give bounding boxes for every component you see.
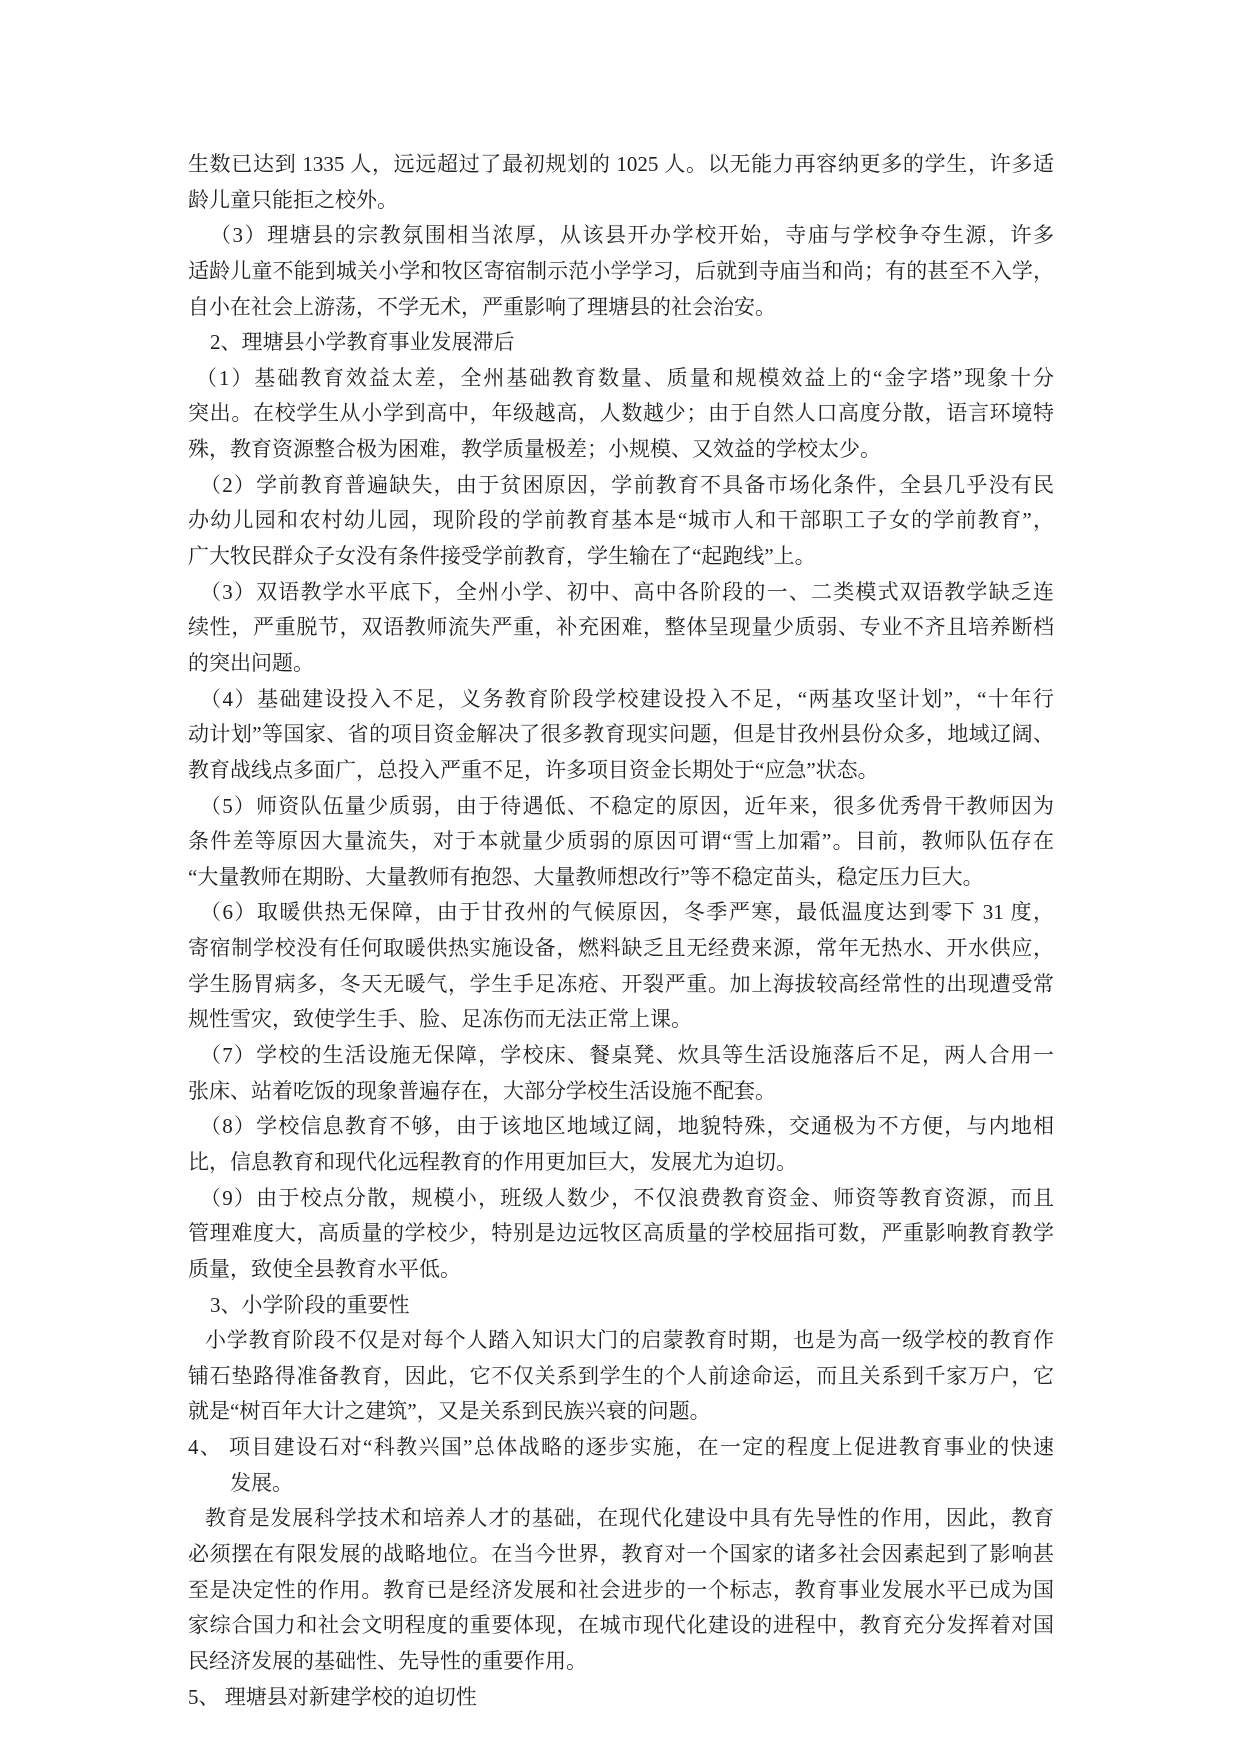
paragraph-item-5 bbox=[188, 789, 1054, 896]
text-line: 质量，致使全县教育水平低。 bbox=[188, 1256, 461, 1281]
text-line: （5）师资队伍量少质弱，由于待遇低、不稳定的原因，近年来，很多优秀骨干教师因为 bbox=[200, 793, 1054, 818]
text-line: （8）学校信息教育不够，由于该地区地域辽阔，地貌特殊，交通极为不方便，与内地相 bbox=[200, 1114, 1054, 1139]
paragraph-item-3-bilingual bbox=[188, 575, 1054, 682]
text-line: 条件差等原因大量流失，对于本就量少质弱的原因可谓“雪上加霜”。目前，教师队伍存在 bbox=[188, 829, 1054, 854]
text-line: 动计划”等国家、省的项目资金解决了很多教育现实问题，但是甘孜州县份众多，地域辽阔、 bbox=[188, 722, 1054, 747]
text-line: 的突出问题。 bbox=[188, 650, 314, 675]
text-line: “大量教师在期盼、大量教师有抱怨、大量教师想改行”等不稳定苗头，稳定压力巨大。 bbox=[188, 864, 984, 889]
text-line: 续性，严重脱节，双语教师流失严重，补充困难，整体呈现量少质弱、专业不齐且培养断档 bbox=[188, 615, 1054, 640]
text-line: 至是决定性的作用。教育已是经济发展和社会进步的一个标志，教育事业发展水平已成为国 bbox=[188, 1577, 1054, 1602]
text-line: 小学教育阶段不仅是对每个人踏入知识大门的启蒙教育时期，也是为高一级学校的教育作 bbox=[205, 1328, 1054, 1353]
text-line: 学生肠胃病多，冬天无暖气，学生手足冻疮、开裂严重。加上海拔较高经常性的出现遭受常 bbox=[188, 971, 1054, 996]
paragraph-continuation bbox=[188, 147, 1054, 218]
text-line: （7）学校的生活设施无保障，学校床、餐桌凳、炊具等生活设施落后不足，两人合用一 bbox=[200, 1043, 1054, 1068]
section-heading-5 bbox=[188, 1680, 1054, 1716]
heading-line: 3、小学阶段的重要性 bbox=[210, 1292, 410, 1317]
text-line: 张床、站着吃饭的现象普遍存在，大部分学校生活设施不配套。 bbox=[188, 1078, 776, 1103]
paragraph-item-8 bbox=[188, 1109, 1054, 1180]
text-line: 就是“树百年大计之建筑”，又是关系到民族兴衰的问题。 bbox=[188, 1399, 711, 1424]
text-line: （3）双语教学水平底下，全州小学、初中、高中各阶段的一、二类模式双语教学缺乏连 bbox=[200, 579, 1054, 604]
text-line: 民经济发展的基础性、先导性的重要作用。 bbox=[188, 1648, 587, 1673]
paragraph-item-4 bbox=[188, 682, 1054, 789]
text-line: 铺石垫路得准备教育，因此，它不仅关系到学生的个人前途命运，而且关系到千家万户，它 bbox=[188, 1363, 1054, 1388]
text-line: （6）取暖供热无保障，由于甘孜州的气候原因，冬季严寒，最低温度达到零下 31 度， bbox=[200, 900, 1054, 925]
document-body bbox=[188, 147, 1054, 1715]
heading-line: 4、 项目建设石对“科教兴国”总体战略的逐步实施，在一定的程度上促进教育事业的快速 bbox=[188, 1435, 1054, 1460]
heading-line: 2、理塘县小学教育事业发展滞后 bbox=[210, 330, 515, 355]
text-line: 寄宿制学校没有任何取暖供热实施设备，燃料缺乏且无经费来源，常年无热水、开水供应， bbox=[188, 936, 1054, 961]
text-line: 必须摆在有限发展的战略地位。在当今世界，教育对一个国家的诸多社会因素起到了影响甚 bbox=[188, 1541, 1054, 1566]
paragraph-item-6 bbox=[188, 895, 1054, 1038]
text-line: 比，信息教育和现代化远程教育的作用更加巨大，发展尤为迫切。 bbox=[188, 1149, 797, 1174]
text-line: （9）由于校点分散，规模小，班级人数少，不仅浪费教育资金、师资等教育资源，而且 bbox=[200, 1185, 1054, 1210]
text-line: 管理难度大，高质量的学校少，特别是边远牧区高质量的学校屈指可数，严重影响教育教学 bbox=[188, 1221, 1054, 1246]
text-line: （4）基础建设投入不足，义务教育阶段学校建设投入不足，“两基攻坚计划”，“十年行 bbox=[200, 686, 1054, 711]
text-line: （1）基础教育效益太差，全州基础教育数量、质量和规模效益上的“金字塔”现象十分 bbox=[196, 365, 1054, 390]
text-line: 规性雪灾，致使学生手、脸、足冻伤而无法正常上课。 bbox=[188, 1007, 692, 1032]
text-line: 突出。在校学生从小学到高中，年级越高，人数越少；由于自然人口高度分散，语言环境特 bbox=[188, 401, 1054, 426]
paragraph-item-3-religion bbox=[188, 218, 1054, 325]
text-line: （3）理塘县的宗教氛围相当浓厚，从该县开办学校开始，寺庙与学校争夺生源，许多 bbox=[210, 223, 1054, 248]
paragraph-education-foundation bbox=[188, 1501, 1054, 1679]
text-line: （2）学前教育普遍缺失，由于贫困原因，学前教育不具备市场化条件，全县几乎没有民 bbox=[200, 472, 1054, 497]
section-heading-2 bbox=[188, 325, 1054, 361]
text-line: 自小在社会上游荡，不学无术，严重影响了理塘县的社会治安。 bbox=[188, 294, 776, 319]
text-line: 办幼儿园和农村幼儿园，现阶段的学前教育基本是“城市人和干部职工子女的学前教育”， bbox=[188, 508, 1054, 533]
text-line: 教育是发展科学技术和培养人才的基础，在现代化建设中具有先导性的作用，因此，教育 bbox=[205, 1506, 1054, 1531]
heading-line: 发展。 bbox=[230, 1470, 293, 1495]
paragraph-item-2 bbox=[188, 468, 1054, 575]
text-line: 生数已达到 1335 人，远远超过了最初规划的 1025 人。以无能力再容纳更多的学生，许多适 bbox=[188, 152, 1054, 176]
text-line: 适龄儿童不能到城关小学和牧区寄宿制示范小学学习，后就到寺庙当和尚；有的甚至不入学， bbox=[188, 258, 1054, 283]
paragraph-item-7 bbox=[188, 1038, 1054, 1109]
paragraph-item-1 bbox=[188, 361, 1054, 468]
text-line: 殊，教育资源整合极为困难，教学质量极差；小规模、又效益的学校太少。 bbox=[188, 437, 881, 462]
heading-line: 5、 理塘县对新建学校的迫切性 bbox=[188, 1684, 477, 1709]
text-line: 教育战线点多面广，总投入严重不足，许多项目资金长期处于“应急”状态。 bbox=[188, 757, 879, 782]
text-line: 家综合国力和社会文明程度的重要体现，在城市现代化建设的进程中，教育充分发挥着对国 bbox=[188, 1613, 1054, 1638]
paragraph-item-9 bbox=[188, 1181, 1054, 1288]
text-line: 广大牧民群众子女没有条件接受学前教育，学生输在了“起跑线”上。 bbox=[188, 544, 816, 569]
section-heading-4 bbox=[188, 1430, 1054, 1501]
text-line: 龄儿童只能拒之校外。 bbox=[188, 187, 398, 212]
section-heading-3 bbox=[188, 1288, 1054, 1324]
paragraph-primary-importance bbox=[188, 1323, 1054, 1430]
